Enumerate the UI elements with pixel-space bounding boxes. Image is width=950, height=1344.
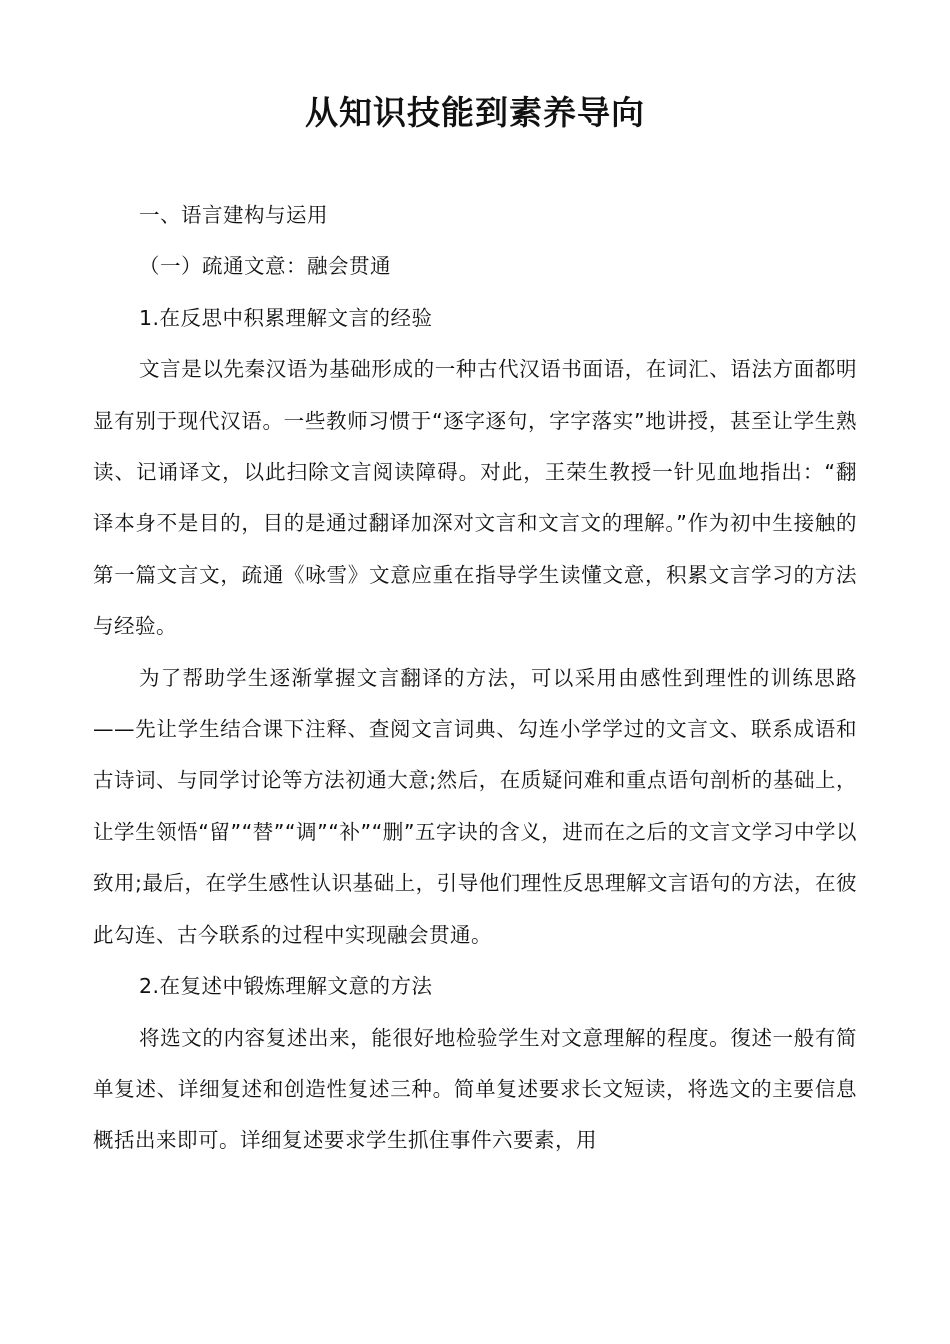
paragraph-2: 为了帮助学生逐渐掌握文言翻译的方法，可以采用由感性到理性的训练思路——先让学生结合课下注释、查阅文言词典、勾连小学学过的文言文、联系成语和古诗词、与同学讨论等方法初通大意;然后，在质疑问难和重点语句剖析的基础上，让学生领悟“留”“替”“调”“补”“删”五字诀的含义，进而在之后的文言文学习中学以致用;最后，在学生感性认识基础上，引导他们理性反思理解文言语句的方法，在彼此勾连、古今联系的过程中实现融会贯通。 <box>93 665 857 947</box>
paragraph-1: 文言是以先秦汉语为基础形成的一种古代汉语书面语，在词汇、语法方面都明显有别于现代汉语。一些教师习惯于“逐字逐句，字字落实”地讲授，甚至让学生熟读、记诵译文，以此扫除文言阅读障碍。对此，王荣生教授一针见血地指出：“翻译本身不是目的，目的是通过翻译加深对文言和文言文的理解。”作为初中生接触的第一篇文言文，疏通《咏雪》文意应重在指导学生读懂文意，积累文言学习的方法与经验。 <box>93 357 857 639</box>
document-title: 从知识技能到素养导向 <box>305 93 645 132</box>
document-body <box>93 190 857 1167</box>
heading-level-2: （一）疏通文意：融会贯通 <box>139 254 391 279</box>
paragraph-3: 将选文的内容复述出来，能很好地检验学生对文意理解的程度。復述一般有简单复述、详细复述和创造性复述三种。简单复述要求长文短读，将选文的主要信息概括出来即可。详细复述要求学生抓住事件六要素，用 <box>93 1025 857 1153</box>
heading-level-1: 一、语言建构与运用 <box>139 203 328 227</box>
section-title-2: 2.在复述中锻炼理解文意的方法 <box>139 974 433 999</box>
section-title-1: 1.在反思中积累理解文言的经验 <box>139 305 433 330</box>
